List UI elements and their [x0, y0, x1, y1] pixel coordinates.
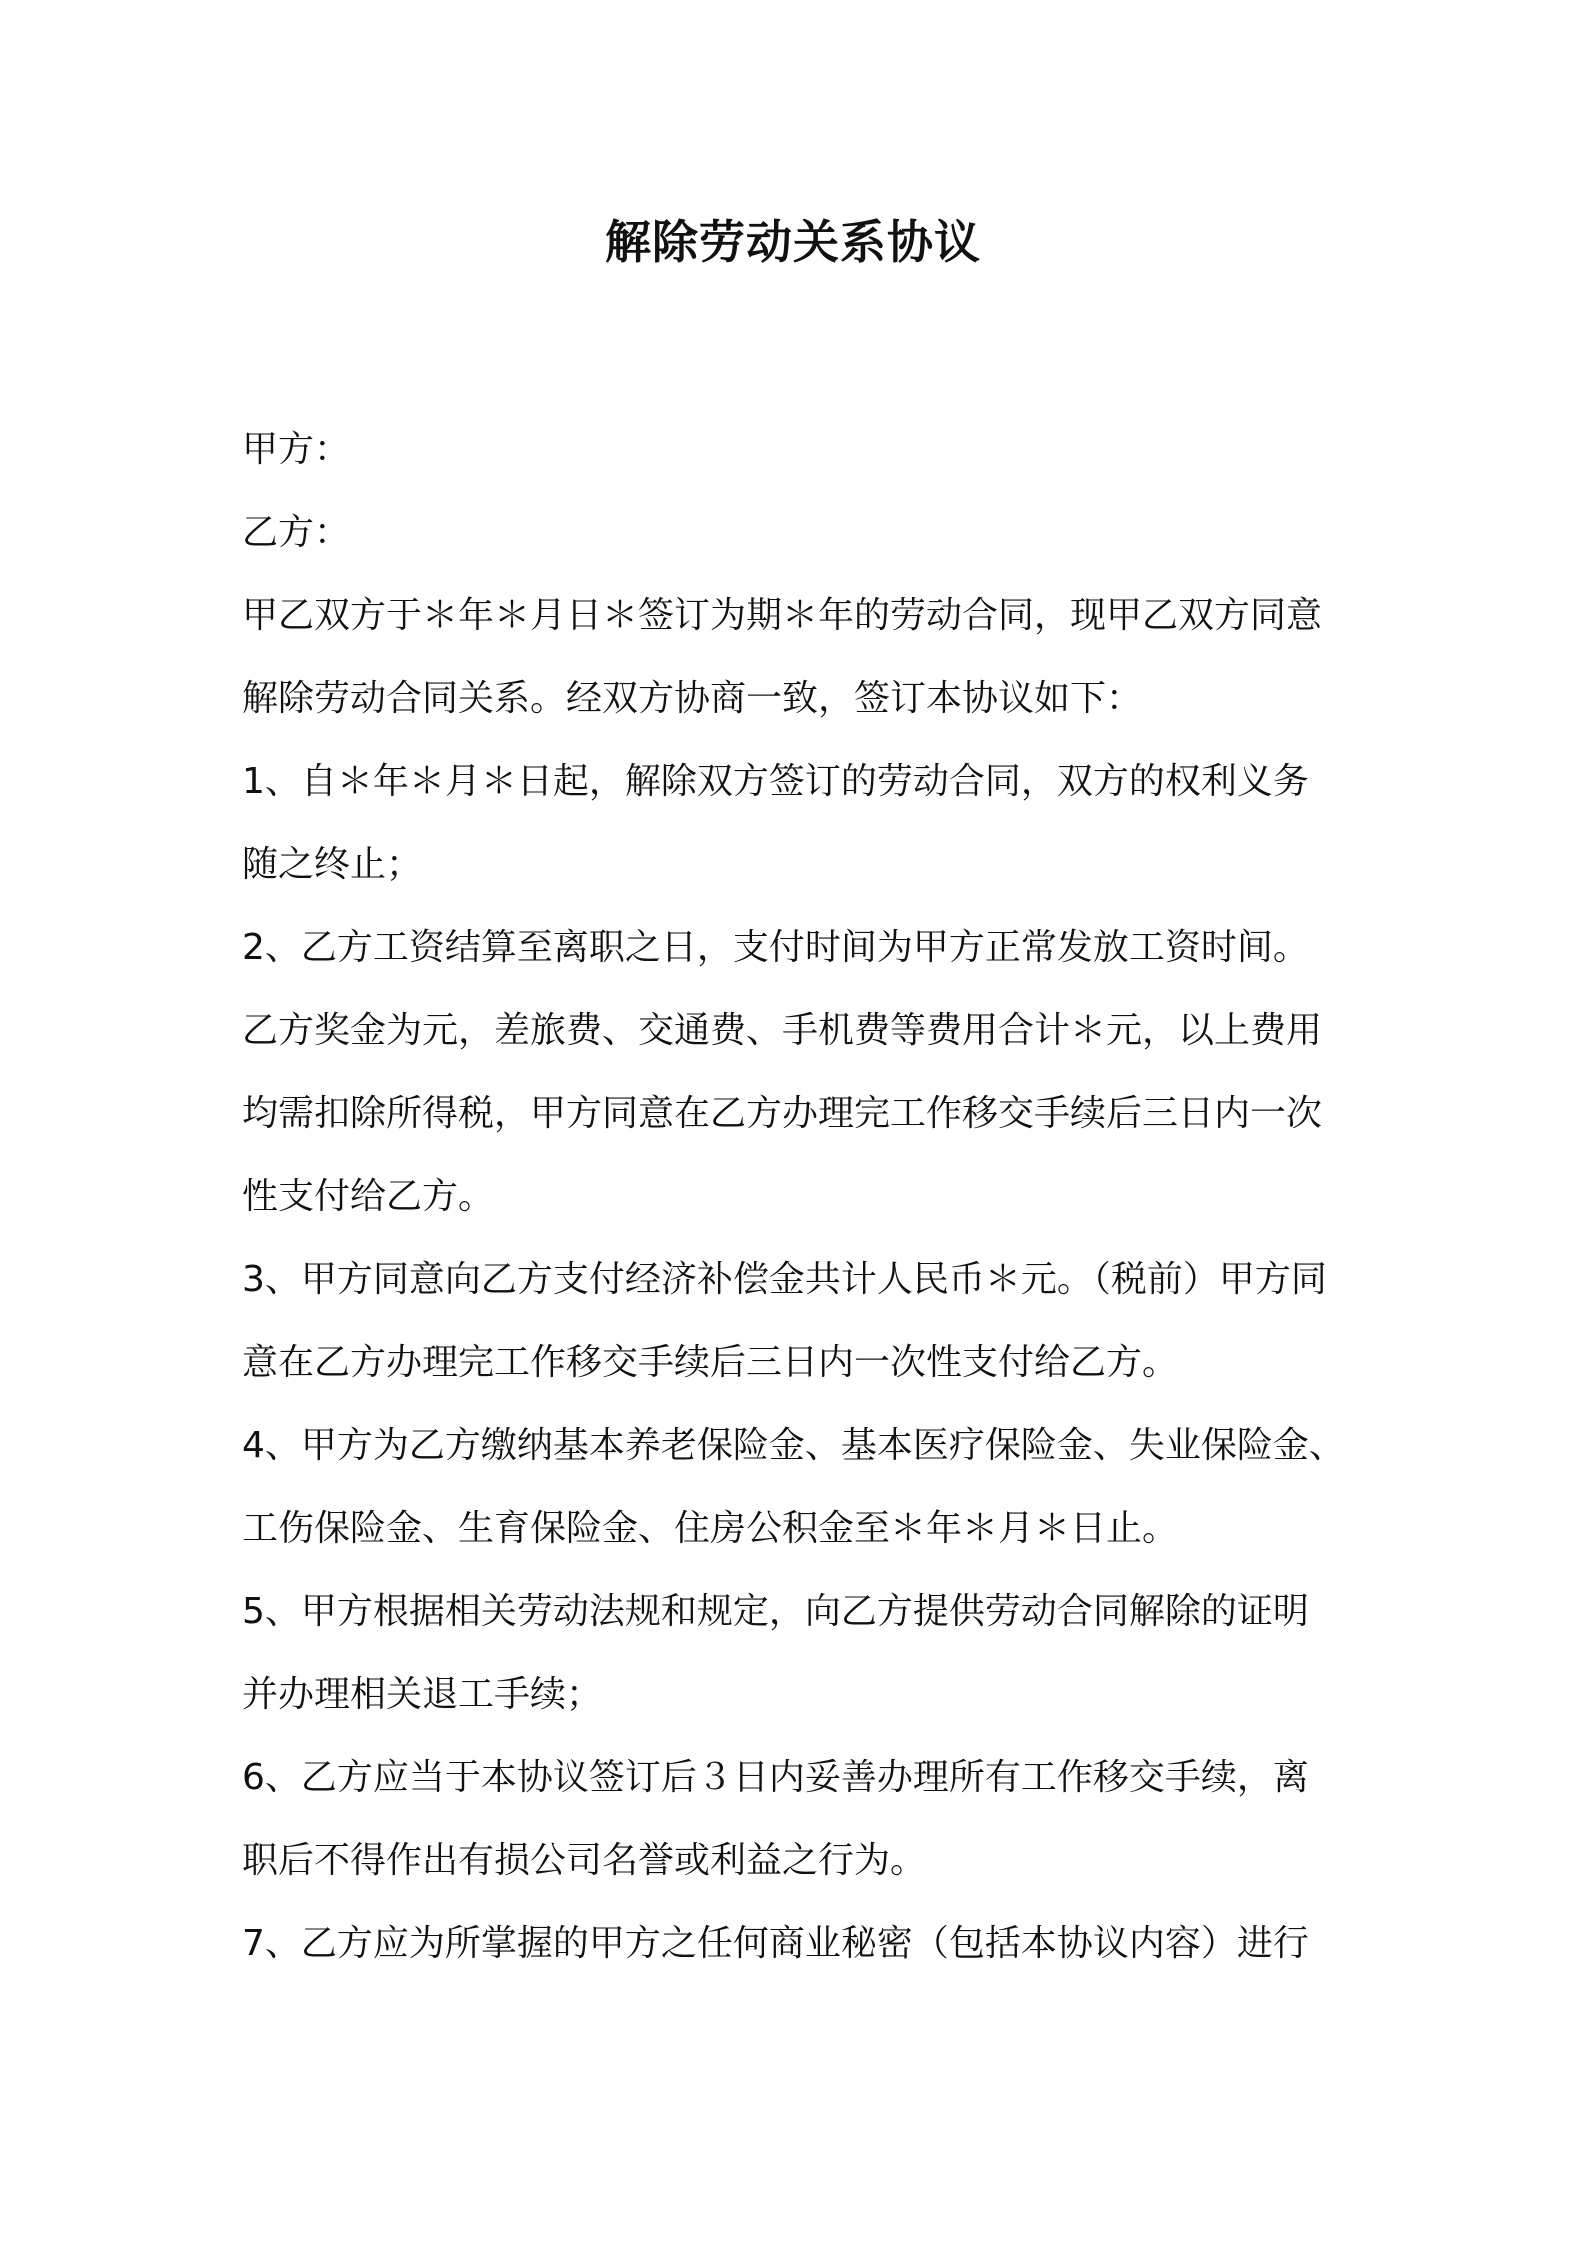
preamble-line: 解除劳动合同关系。经双方协商一致，签订本协议如下： — [242, 678, 1143, 719]
clause-5-line: 并办理相关退工手续； — [242, 1674, 603, 1715]
clause-4-line: 工伤保险金、生育保险金、住房公积金至＊年＊月＊日止。 — [242, 1508, 1179, 1549]
party-b-line: 乙方： — [242, 512, 351, 553]
preamble-line: 甲乙双方于＊年＊月日＊签订为期＊年的劳动合同，现甲乙双方同意 — [242, 595, 1323, 636]
clause-5-line: 5、甲方根据相关劳动法规和规定，向乙方提供劳动合同解除的证明 — [242, 1591, 1309, 1632]
clause-6-line: 职后不得作出有损公司名誉或利益之行为。 — [242, 1840, 927, 1881]
document-title: 解除劳动关系协议 — [605, 215, 981, 269]
document-body — [242, 408, 1372, 1985]
clause-4-line: 4、甲方为乙方缴纳基本养老保险金、基本医疗保险金、失业保险金、 — [242, 1425, 1345, 1466]
clause-3-line: 3、甲方同意向乙方支付经济补偿金共计人民币＊元。（税前）甲方同 — [242, 1259, 1327, 1300]
clause-3-line: 意在乙方办理完工作移交手续后三日内一次性支付给乙方。 — [242, 1342, 1179, 1383]
clause-2-line: 2、乙方工资结算至离职之日，支付时间为甲方正常发放工资时间。 — [242, 927, 1309, 968]
clause-1-line: 1、自＊年＊月＊日起，解除双方签订的劳动合同，双方的权利义务 — [242, 761, 1309, 802]
clause-6-line: 6、乙方应当于本协议签订后３日内妥善办理所有工作移交手续，离 — [242, 1757, 1309, 1798]
clause-1-line: 随之终止； — [242, 844, 423, 885]
party-a-line: 甲方： — [242, 429, 351, 470]
clause-2-line: 乙方奖金为元，差旅费、交通费、手机费等费用合计＊元，以上费用 — [242, 1010, 1323, 1051]
clause-2-line: 均需扣除所得税，甲方同意在乙方办理完工作移交手续后三日内一次 — [242, 1093, 1323, 1134]
clause-7-line: 7、乙方应为所掌握的甲方之任何商业秘密（包括本协议内容）进行 — [242, 1923, 1309, 1964]
clause-2-line: 性支付给乙方。 — [242, 1176, 495, 1217]
